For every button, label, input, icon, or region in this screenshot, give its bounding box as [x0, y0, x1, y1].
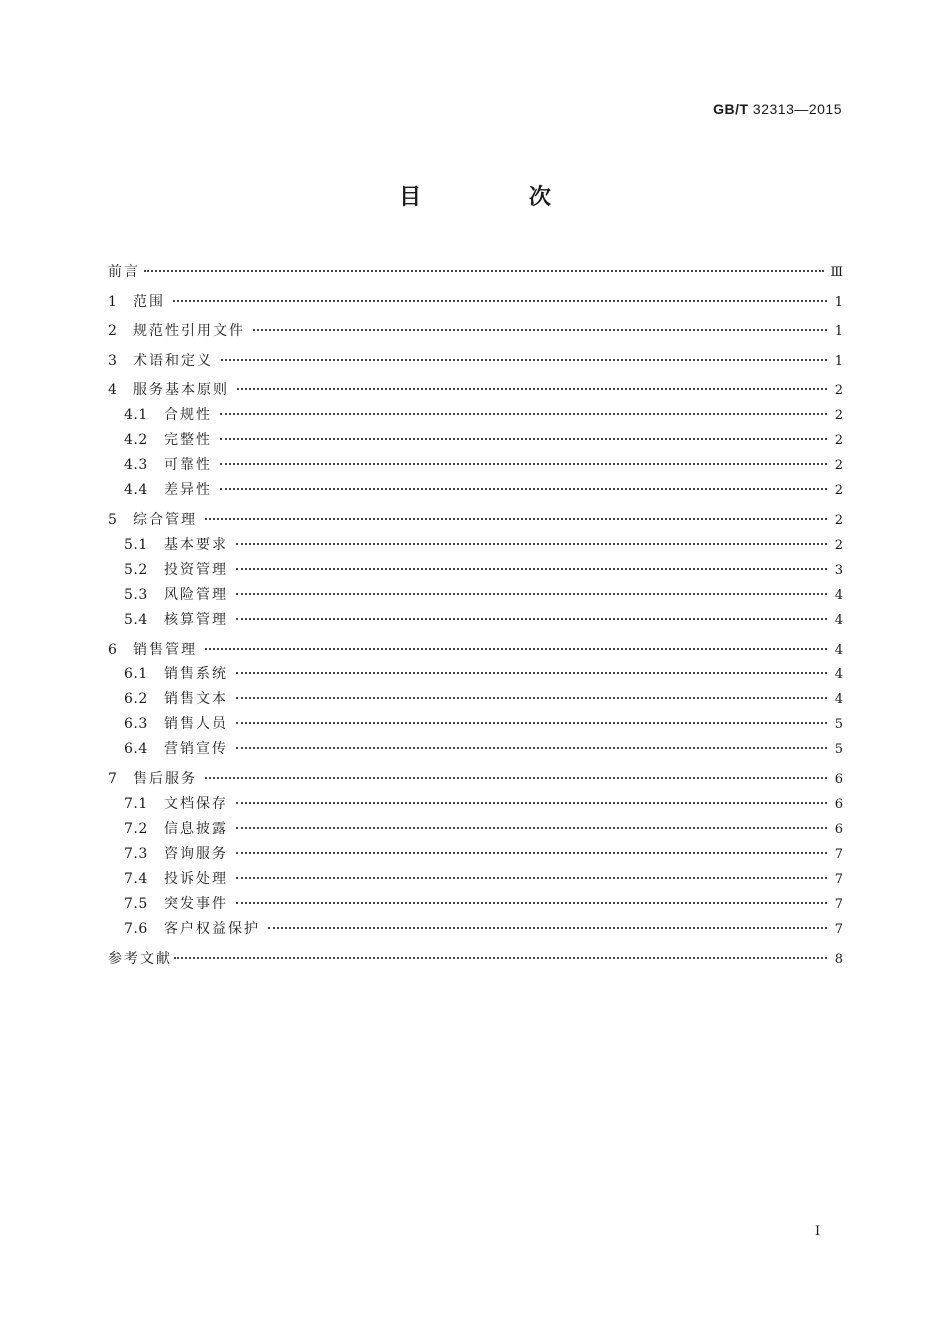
toc-entry-title: 术语和定义 [133, 352, 213, 369]
toc-entry-title: 差异性 [164, 481, 212, 498]
toc-entry-page: 1 [834, 353, 843, 369]
toc-entry-title: 基本要求 [164, 536, 228, 553]
toc-entry-number: 5.2 [124, 561, 148, 578]
toc-entry-number: 6.3 [124, 716, 148, 733]
toc-entry-number: 6.2 [124, 691, 148, 708]
toc-entry[interactable] [108, 428, 843, 453]
toc-dot-leader [236, 827, 827, 829]
toc-entry-page: 5 [834, 717, 843, 733]
toc-entry-title: 可靠性 [164, 456, 212, 473]
toc-entry-number: 4.4 [124, 481, 148, 498]
toc-entry-number: 6.4 [124, 741, 148, 758]
toc-entry-page: 4 [834, 612, 843, 628]
toc-entry[interactable] [108, 817, 843, 842]
toc-dot-leader [236, 802, 827, 804]
toc-dot-leader [220, 463, 827, 465]
toc-entry-number: 5 [108, 511, 118, 528]
toc-entry-title: 风险管理 [164, 586, 228, 603]
toc-entry-number: 1 [108, 293, 118, 310]
toc-dot-leader [236, 722, 827, 724]
toc-dot-leader [144, 270, 824, 272]
toc-entry-number: 7.4 [124, 870, 148, 887]
toc-entry-title: 合规性 [164, 406, 212, 423]
toc-entry-page: 2 [834, 383, 843, 399]
toc-dot-leader [205, 777, 827, 779]
toc-entry-page: 4 [834, 667, 843, 683]
toc-dot-leader [236, 568, 827, 570]
toc-dot-leader [220, 438, 827, 440]
toc-title: 目 次 [399, 184, 601, 210]
toc-entry-number: 7 [108, 771, 118, 788]
toc-entry-page: 4 [834, 587, 843, 603]
toc-entry[interactable] [108, 737, 843, 762]
toc-entry-number: 6 [108, 641, 118, 658]
toc-entry-page: 7 [834, 871, 843, 887]
toc-entry-number: 7.2 [124, 820, 148, 837]
toc-entry[interactable] [108, 583, 843, 608]
toc-entry-number: 4.1 [124, 406, 148, 423]
toc-entry-page: Ⅲ [830, 265, 843, 280]
toc-dot-leader [236, 593, 827, 595]
toc-entry-title: 范围 [133, 293, 165, 310]
toc-entry-page: 7 [834, 846, 843, 862]
toc-entry[interactable] [108, 662, 843, 687]
toc-entry-page: 2 [834, 482, 843, 498]
toc-entry-title: 完整性 [164, 431, 212, 448]
toc-entry-number: 5.1 [124, 536, 148, 553]
toc-entry-page: 7 [834, 896, 843, 912]
toc-entry[interactable] [108, 289, 843, 319]
toc-entry[interactable] [108, 318, 843, 348]
toc-entry[interactable] [108, 792, 843, 817]
toc-dot-leader [220, 413, 827, 415]
toc-entry[interactable] [108, 403, 843, 428]
toc-entry-title: 前言 [108, 264, 140, 280]
toc-entry[interactable] [108, 892, 843, 917]
toc-entry-page: 7 [834, 921, 843, 937]
toc-entry[interactable] [108, 712, 843, 737]
toc-entry-title: 突发事件 [164, 895, 228, 912]
toc-entry-title: 参考文献 [108, 950, 172, 967]
toc-dot-leader [236, 618, 827, 620]
toc-dot-leader [174, 957, 827, 959]
toc-dot-leader [236, 852, 827, 854]
toc-entry-number: 2 [108, 323, 118, 340]
toc-entry-title: 投诉处理 [164, 870, 228, 887]
toc-entry-page: 6 [834, 821, 843, 837]
toc-entry-page: 6 [834, 796, 843, 812]
toc-dot-leader [221, 359, 827, 361]
toc-entry[interactable] [108, 687, 843, 712]
toc-entry[interactable] [108, 348, 843, 378]
toc-entry-title: 营销宣传 [164, 741, 228, 758]
toc-dot-leader [205, 518, 827, 520]
toc-dot-leader [236, 747, 827, 749]
toc-entry-number: 4 [108, 382, 118, 399]
toc-entry-page: 6 [834, 772, 843, 788]
toc-entry[interactable] [108, 259, 843, 289]
toc-entry-title: 投资管理 [164, 561, 228, 578]
toc-entry-number: 5.3 [124, 586, 148, 603]
toc-entry-title: 销售人员 [164, 716, 228, 733]
toc-dot-leader [173, 300, 827, 302]
toc-entry-title: 售后服务 [133, 771, 197, 788]
standard-number: 32313—2015 [752, 101, 842, 117]
toc-entry-title: 销售系统 [164, 666, 228, 683]
toc-entry-page: 3 [834, 562, 843, 578]
toc-entry-page: 2 [834, 537, 843, 553]
toc-entry-page: 8 [834, 951, 843, 967]
toc-entry[interactable] [108, 946, 843, 976]
toc-entry[interactable] [108, 842, 843, 867]
toc-entry[interactable] [108, 867, 843, 892]
toc-entry-title: 咨询服务 [164, 845, 228, 862]
toc-entry-number: 7.1 [124, 795, 148, 812]
toc-entry-page: 1 [834, 294, 843, 310]
toc-entry-page: 1 [834, 324, 843, 340]
toc-entry[interactable] [108, 558, 843, 583]
toc-dot-leader [236, 543, 827, 545]
toc-entry-title: 信息披露 [164, 820, 228, 837]
toc-entry-title: 文档保存 [164, 795, 228, 812]
standard-prefix: GB/T [713, 101, 749, 117]
toc-dot-leader [236, 877, 827, 879]
toc-entry-number: 7.6 [124, 920, 148, 937]
toc-entry-number: 4.3 [124, 456, 148, 473]
toc-dot-leader [236, 697, 827, 699]
toc-dot-leader [236, 672, 827, 674]
toc-entry-number: 6.1 [124, 666, 148, 683]
toc-entry-title: 核算管理 [164, 611, 228, 628]
toc-dot-leader [236, 902, 827, 904]
toc-entry-title: 服务基本原则 [133, 382, 229, 399]
toc-entry-number: 5.4 [124, 611, 148, 628]
toc-entry-page: 4 [834, 642, 843, 658]
toc-entry-title: 综合管理 [133, 511, 197, 528]
toc-dot-leader [253, 329, 827, 331]
toc-entry-page: 2 [834, 407, 843, 423]
page-number: I [815, 1224, 821, 1239]
toc-entry-number: 4.2 [124, 431, 148, 448]
toc-entry-page: 4 [834, 692, 843, 708]
table-of-contents [108, 259, 843, 975]
toc-dot-leader [237, 388, 827, 390]
toc-entry-page: 2 [834, 432, 843, 448]
toc-entry-title: 销售文本 [164, 691, 228, 708]
toc-entry[interactable] [108, 917, 843, 942]
toc-entry-number: 7.3 [124, 845, 148, 862]
toc-entry[interactable] [108, 608, 843, 633]
standard-code [713, 101, 842, 117]
toc-entry-title: 客户权益保护 [164, 920, 260, 937]
toc-entry-title: 规范性引用文件 [133, 323, 245, 340]
toc-dot-leader [205, 648, 827, 650]
toc-entry[interactable] [108, 478, 843, 503]
toc-entry-page: 5 [834, 742, 843, 758]
toc-entry[interactable] [108, 533, 843, 558]
toc-entry[interactable] [108, 453, 843, 478]
toc-entry-number: 7.5 [124, 895, 148, 912]
toc-entry-title: 销售管理 [133, 641, 197, 658]
toc-entry-page: 2 [834, 512, 843, 528]
toc-dot-leader [268, 927, 827, 929]
toc-entry-page: 2 [834, 457, 843, 473]
toc-entry-number: 3 [108, 352, 118, 369]
toc-dot-leader [220, 488, 827, 490]
